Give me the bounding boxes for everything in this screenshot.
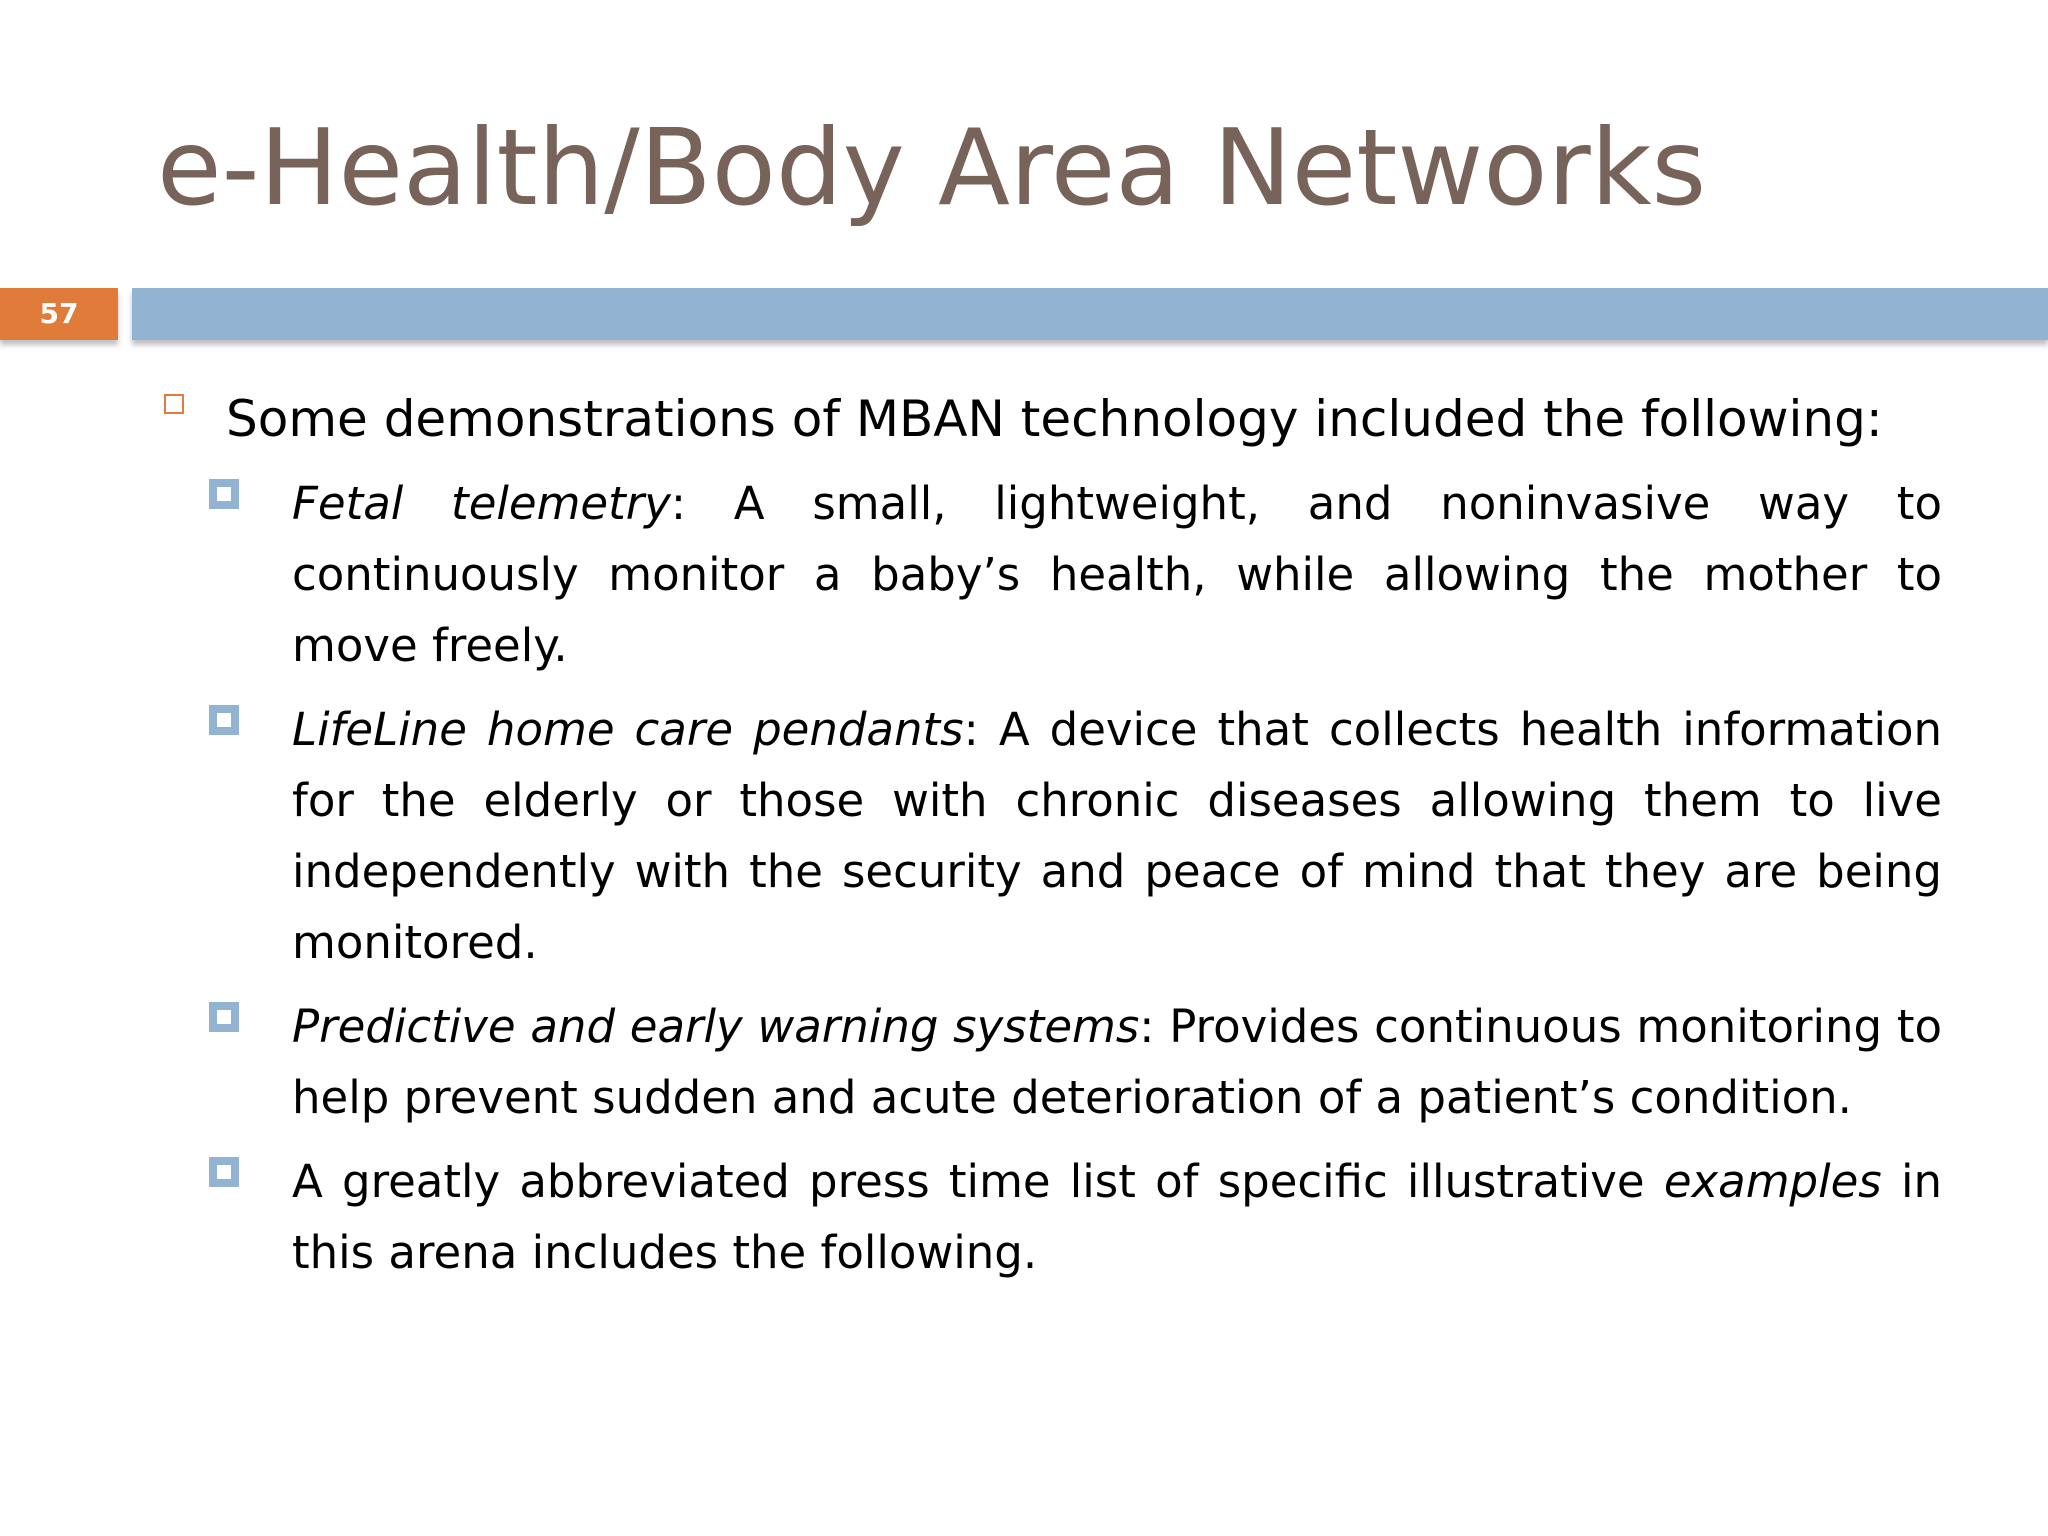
list-item-text: in this arena includes the following. [292, 1155, 1942, 1279]
list-item-text: : Provides continuous monitoring to help prevent sudden and acute deterioration of a patient’s condition. [292, 1000, 1942, 1124]
list-item-text: A greatly abbreviated press time list of specific illustrative [292, 1155, 1664, 1208]
square-bullet-icon [209, 705, 239, 735]
intro-text: Some demonstrations of MBAN technology included the following: [226, 390, 1883, 448]
list-item-examples [292, 1146, 1942, 1288]
square-bullet-icon [209, 1002, 239, 1032]
list-item-fetal-telemetry [292, 468, 1942, 681]
slide-number-badge: 57 [0, 288, 118, 340]
square-bullet-icon [209, 1157, 239, 1187]
list-item-term: Predictive and early warning systems [292, 1000, 1140, 1053]
list-item-early-warning [292, 991, 1942, 1133]
slide-title: e-Health/Body Area Networks [157, 107, 1707, 229]
list-item-term: Fetal telemetry [292, 477, 671, 530]
list-item-lifeline-pendants [292, 694, 1942, 978]
list-item-text: : A device that collects health information for the elderly or those with chronic diseases allowing them to live independently with the security and peace of mind that they are being monitored. [292, 703, 1942, 969]
open-square-bullet-icon [164, 394, 184, 414]
list-item-text: : A small, lightweight, and noninvasive way to continuously monitor a baby’s health, while allowing the mother to move freely. [292, 477, 1942, 672]
list-item-term: examples [1663, 1155, 1882, 1208]
list-item-term: LifeLine home care pendants [292, 703, 964, 756]
square-bullet-icon [209, 479, 239, 509]
